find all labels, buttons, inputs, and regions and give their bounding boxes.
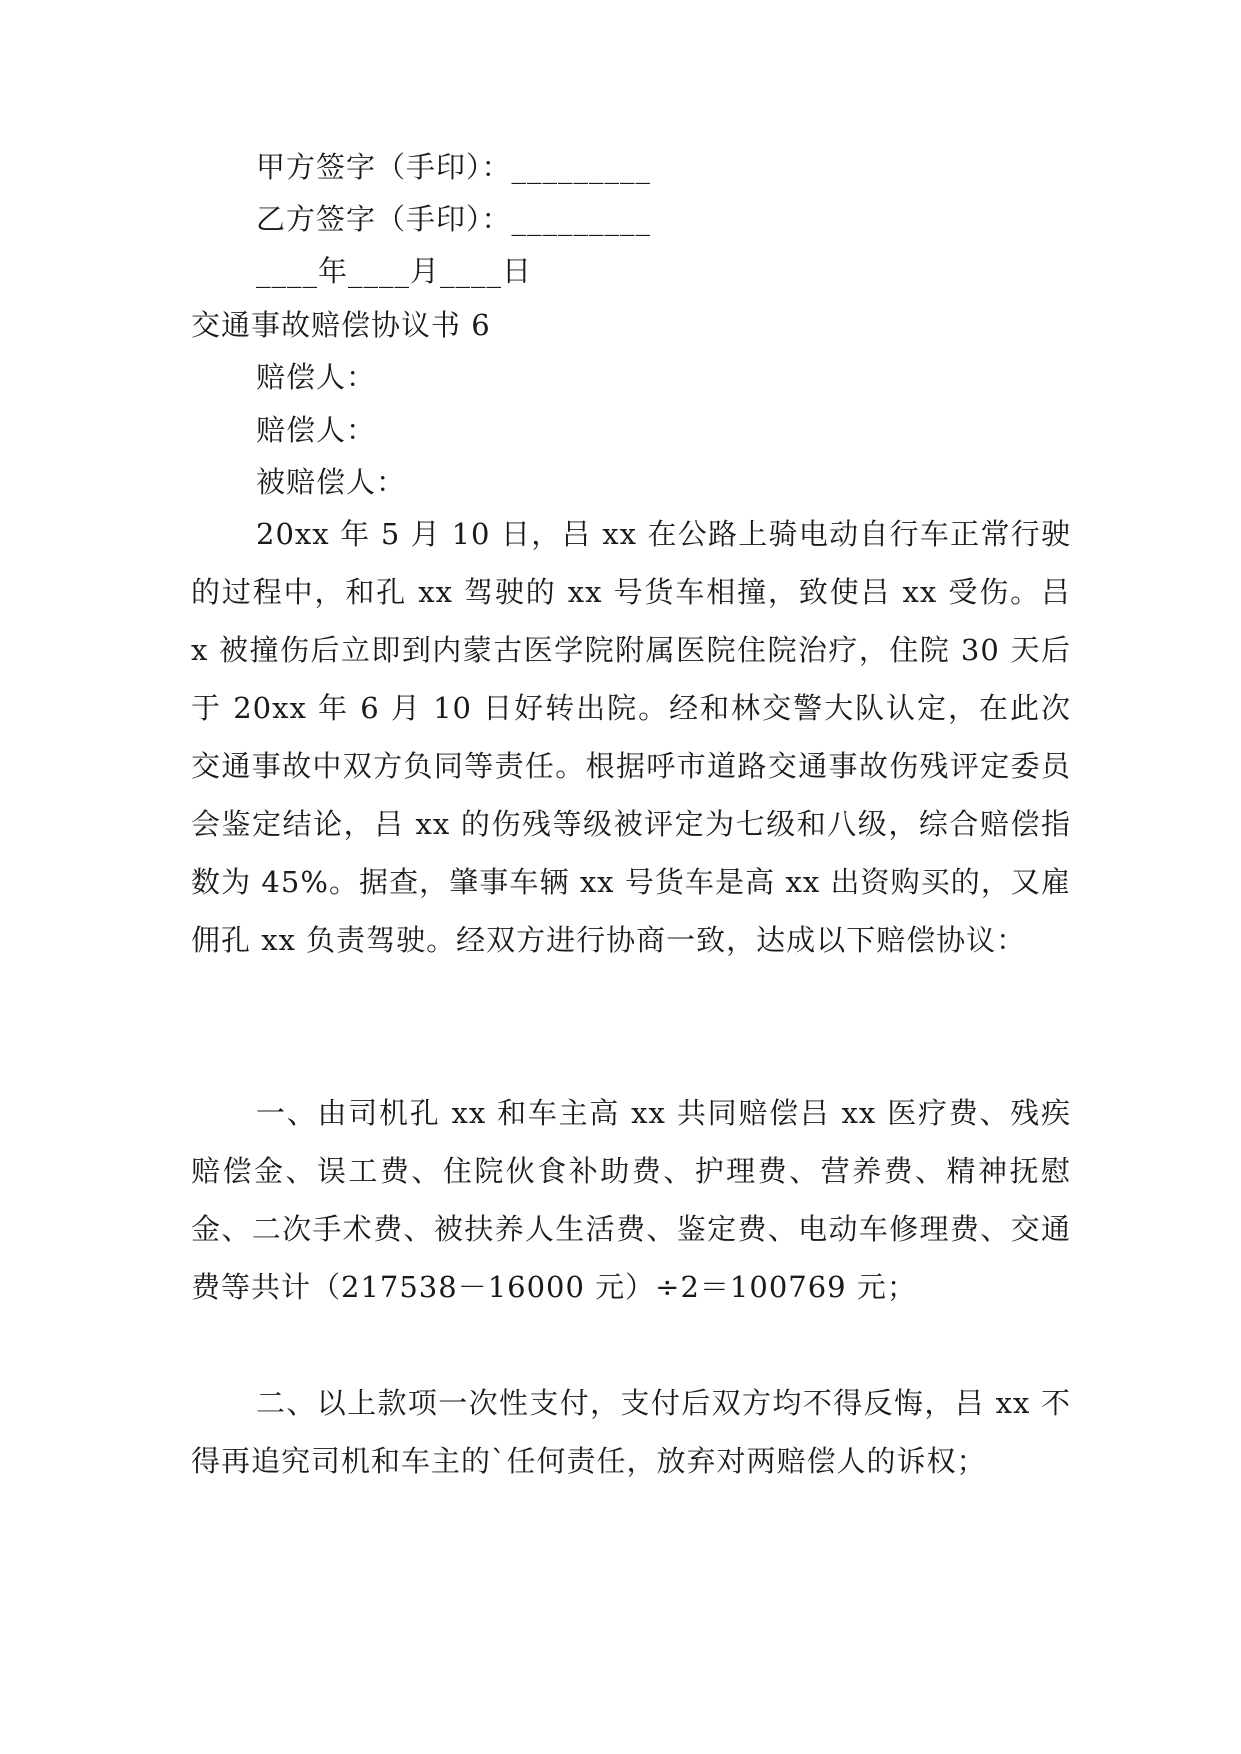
- clause-1-paragraph: 一、由司机孔 xx 和车主高 xx 共同赔偿吕 xx 医疗费、残疾赔偿金、误工费、住院伙食补助费、护理费、营养费、精神抚慰金、二次手术费、被扶养人生活费、鉴定费、电动车修理费、交通费等共计（217538－16000 元）÷2＝100769 元；: [191, 1096, 1071, 1304]
- compensator-1-label: 赔偿人：: [256, 360, 377, 394]
- compensatee-label: 被赔偿人：: [256, 465, 407, 499]
- compensator-2-label: 赔偿人：: [256, 413, 377, 447]
- section-title: 交通事故赔偿协议书 6: [191, 308, 491, 342]
- facts-paragraph: 20xx 年 5 月 10 日，吕 xx 在公路上骑电动自行车正常行驶的过程中，和孔 xx 驾驶的 xx 号货车相撞，致使吕 xx 受伤。吕 x 被撞伤后立即到内蒙古医学院附属医院住院治疗，住院 30 天后于 20xx 年 6 月 10 日好转出院。经和林交警大队认定，在此次交通事故中双方负同等责任。根据呼市道路交通事故伤残评定委员会鉴定结论，吕 xx 的伤残等级被评定为七级和八级，综合赔偿指数为 45%。据查，肇事车辆 xx 号货车是高 xx 出资购买的，又雇佣孔 xx 负责驾驶。经双方进行协商一致，达成以下赔偿协议：: [191, 517, 1071, 957]
- signature-date-line: ____年____月____日: [256, 254, 533, 288]
- clause-2-paragraph: 二、以上款项一次性支付，支付后双方均不得反悔，吕 xx 不得再追究司机和车主的`任何责任，放弃对两赔偿人的诉权；: [191, 1386, 1071, 1478]
- party-b-signature-line: 乙方签字（手印）：_________: [256, 202, 652, 236]
- party-a-signature-line: 甲方签字（手印）：_________: [256, 150, 652, 184]
